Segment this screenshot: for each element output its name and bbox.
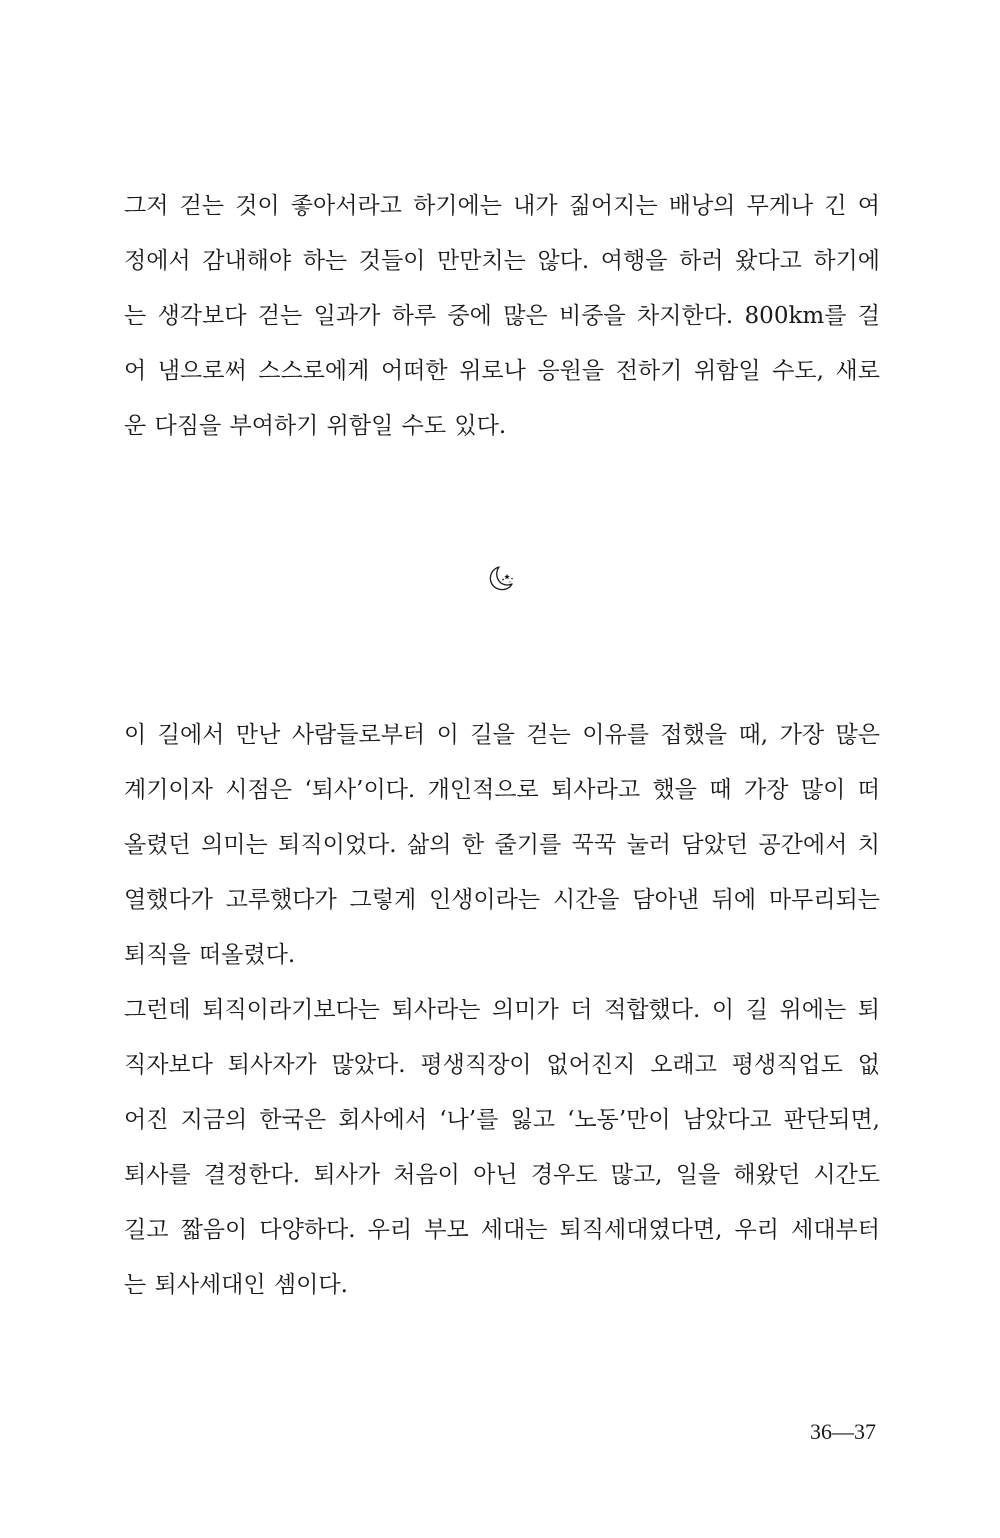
page-number: 36—37 <box>810 1419 876 1444</box>
paragraph1-line-4: 어 냄으로써 스스로에게 어떠한 위로나 응원을 전하기 위함일 수도, 새로 <box>124 358 880 384</box>
paragraph2-line-1: 이 길에서 만난 사람들로부터 이 길을 걷는 이유를 접했을 때, 가장 많은 <box>124 722 880 748</box>
paragraph1-line-2: 정에서 감내해야 하는 것들이 만만치는 않다. 여행을 하러 왔다고 하기에 <box>124 248 880 274</box>
paragraph3-line-6: 는 퇴사세대인 셈이다. <box>124 1272 348 1298</box>
paragraph1-line-1: 그저 걷는 것이 좋아서라고 하기에는 내가 짊어지는 배낭의 무게나 긴 여 <box>124 193 880 219</box>
paragraph3-line-2: 직자보다 퇴사자가 많았다. 평생직장이 없어진지 오래고 평생직업도 없 <box>124 1052 880 1078</box>
crescent-moon-stars-icon <box>486 563 518 595</box>
paragraph2-line-3: 올렸던 의미는 퇴직이었다. 삶의 한 줄기를 꾹꾹 눌러 담았던 공간에서 치 <box>124 832 880 858</box>
paragraph2-line-5: 퇴직을 떠올렸다. <box>124 942 296 968</box>
paragraph1-line-3: 는 생각보다 걷는 일과가 하루 중에 많은 비중을 차지한다. 800km를 걸 <box>124 303 880 329</box>
paragraph3-line-1: 그런데 퇴직이라기보다는 퇴사라는 의미가 더 적합했다. 이 길 위에는 퇴 <box>124 997 880 1023</box>
paragraph1-line-5: 운 다짐을 부여하기 위함일 수도 있다. <box>124 413 507 439</box>
paragraph3-line-4: 퇴사를 결정한다. 퇴사가 처음이 아닌 경우도 많고, 일을 해왔던 시간도 <box>124 1162 880 1188</box>
paragraph2-line-4: 열했다가 고루했다가 그렇게 인생이라는 시간을 담아낸 뒤에 마무리되는 <box>124 887 880 913</box>
paragraph3-line-5: 길고 짧음이 다양하다. 우리 부모 세대는 퇴직세대였다면, 우리 세대부터 <box>124 1217 880 1243</box>
paragraph2-line-2: 계기이자 시점은 ‘퇴사’이다. 개인적으로 퇴사라고 했을 때 가장 많이 떠 <box>124 777 880 803</box>
paragraph3-line-3: 어진 지금의 한국은 회사에서 ‘나’를 잃고 ‘노동’만이 남았다고 판단되면, <box>124 1107 880 1133</box>
